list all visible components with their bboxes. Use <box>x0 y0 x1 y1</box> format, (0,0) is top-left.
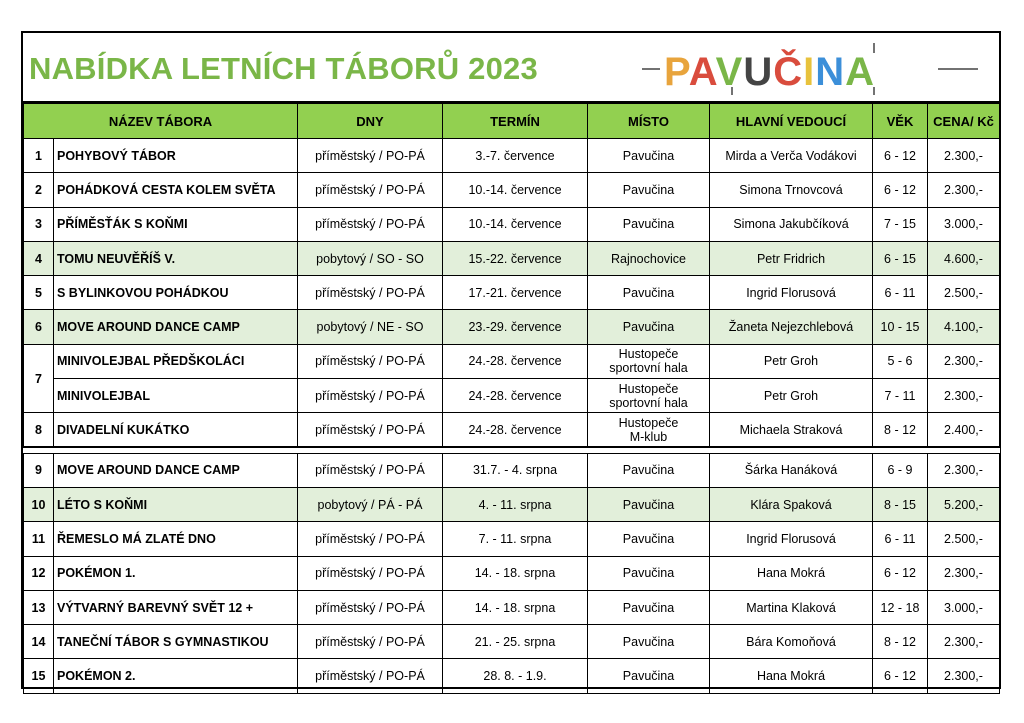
camp-days: příměstský / PO-PÁ <box>298 379 443 413</box>
camp-place: Pavučina <box>588 487 710 521</box>
row-number: 1 <box>24 139 54 173</box>
camp-days: příměstský / PO-PÁ <box>298 625 443 659</box>
camp-term: 28. 8. - 1.9. <box>443 659 588 693</box>
camp-age: 6 - 11 <box>873 522 928 556</box>
camp-term: 24.-28. července <box>443 413 588 447</box>
table-row <box>24 590 1000 624</box>
row-number: 6 <box>24 310 54 344</box>
camp-name: DIVADELNÍ KUKÁTKO <box>54 413 298 447</box>
table-row <box>24 344 1000 378</box>
camp-place: Pavučina <box>588 590 710 624</box>
camp-term: 23.-29. července <box>443 310 588 344</box>
camp-leader: Klára Spaková <box>710 487 873 521</box>
camp-price: 2.300,- <box>928 344 1000 378</box>
camp-leader: Martina Klaková <box>710 590 873 624</box>
camp-name: PŘÍMĚSŤÁK S KOŇMI <box>54 207 298 241</box>
col-price-header: CENA/ Kč <box>928 104 1000 139</box>
table-header-row <box>24 104 1000 139</box>
camp-place: Pavučina <box>588 522 710 556</box>
camp-days: příměstský / PO-PÁ <box>298 173 443 207</box>
camp-price: 2.500,- <box>928 276 1000 310</box>
camp-term: 7. - 11. srpna <box>443 522 588 556</box>
camp-leader: Bára Komoňová <box>710 625 873 659</box>
camp-place: Pavučina <box>588 453 710 487</box>
camp-days: příměstský / PO-PÁ <box>298 659 443 693</box>
camp-days: pobytový / SO - SO <box>298 241 443 275</box>
camp-price: 2.300,- <box>928 556 1000 590</box>
camp-price: 2.300,- <box>928 625 1000 659</box>
row-number: 2 <box>24 173 54 207</box>
place-line-1: Hustopeče <box>618 415 679 430</box>
camp-days: příměstský / PO-PÁ <box>298 276 443 310</box>
camp-term: 24.-28. července <box>443 379 588 413</box>
camp-name: LÉTO S KOŇMI <box>54 487 298 521</box>
camp-name: POKÉMON 1. <box>54 556 298 590</box>
camp-place: Pavučina <box>588 659 710 693</box>
camp-days: pobytový / PÁ - PÁ <box>298 487 443 521</box>
camp-price: 2.300,- <box>928 173 1000 207</box>
row-number: 7 <box>24 344 54 413</box>
row-number: 15 <box>24 659 54 693</box>
camp-days: příměstský / PO-PÁ <box>298 413 443 447</box>
camp-age: 8 - 15 <box>873 487 928 521</box>
camp-place <box>588 344 710 378</box>
camp-place: Pavučina <box>588 207 710 241</box>
camp-leader: Petr Fridrich <box>710 241 873 275</box>
camp-place: Rajnochovice <box>588 241 710 275</box>
camp-price: 2.300,- <box>928 659 1000 693</box>
row-number: 5 <box>24 276 54 310</box>
camp-term: 15.-22. července <box>443 241 588 275</box>
camp-term: 10.-14. července <box>443 207 588 241</box>
camp-leader: Simona Trnovcová <box>710 173 873 207</box>
camp-table <box>23 103 1000 694</box>
camp-leader: Hana Mokrá <box>710 556 873 590</box>
camp-age: 6 - 9 <box>873 453 928 487</box>
camp-leader: Petr Groh <box>710 379 873 413</box>
table-row <box>24 276 1000 310</box>
camp-age: 6 - 15 <box>873 241 928 275</box>
camp-age: 8 - 12 <box>873 625 928 659</box>
camp-age: 12 - 18 <box>873 590 928 624</box>
table-row <box>24 522 1000 556</box>
camp-term: 17.-21. července <box>443 276 588 310</box>
table-row <box>24 453 1000 487</box>
row-number: 14 <box>24 625 54 659</box>
camp-price: 2.300,- <box>928 139 1000 173</box>
camp-offer-sheet <box>21 31 1001 689</box>
camp-name: POHÁDKOVÁ CESTA KOLEM SVĚTA <box>54 173 298 207</box>
camp-leader: Hana Mokrá <box>710 659 873 693</box>
col-term-header: TERMÍN <box>443 104 588 139</box>
row-number: 11 <box>24 522 54 556</box>
table-row <box>24 487 1000 521</box>
col-name-header: NÁZEV TÁBORA <box>24 104 298 139</box>
camp-place: Pavučina <box>588 276 710 310</box>
camp-leader: Ingrid Florusová <box>710 276 873 310</box>
table-row <box>24 556 1000 590</box>
camp-leader: Mirda a Verča Vodákovi <box>710 139 873 173</box>
row-number: 4 <box>24 241 54 275</box>
row-number: 9 <box>24 453 54 487</box>
camp-age: 8 - 12 <box>873 413 928 447</box>
camp-name: MOVE AROUND DANCE CAMP <box>54 310 298 344</box>
camp-leader: Petr Groh <box>710 344 873 378</box>
camp-name: MINIVOLEJBAL PŘEDŠKOLÁCI <box>54 344 298 378</box>
row-number: 12 <box>24 556 54 590</box>
camp-leader: Žaneta Nejezchlebová <box>710 310 873 344</box>
camp-age: 5 - 6 <box>873 344 928 378</box>
camp-days: příměstský / PO-PÁ <box>298 344 443 378</box>
camp-place: Pavučina <box>588 625 710 659</box>
camp-term: 10.-14. července <box>443 173 588 207</box>
col-days-header: DNY <box>298 104 443 139</box>
camp-place <box>588 413 710 447</box>
row-number: 13 <box>24 590 54 624</box>
camp-age: 6 - 12 <box>873 139 928 173</box>
camp-name: POKÉMON 2. <box>54 659 298 693</box>
camp-name: POHYBOVÝ TÁBOR <box>54 139 298 173</box>
camp-place: Pavučina <box>588 556 710 590</box>
camp-term: 31.7. - 4. srpna <box>443 453 588 487</box>
place-line-2: M-klub <box>629 429 668 444</box>
camp-price: 2.300,- <box>928 453 1000 487</box>
table-row <box>24 625 1000 659</box>
table-row <box>24 413 1000 447</box>
row-number: 10 <box>24 487 54 521</box>
col-leader-header: HLAVNÍ VEDOUCÍ <box>710 104 873 139</box>
camp-age: 6 - 12 <box>873 173 928 207</box>
camp-age: 6 - 12 <box>873 556 928 590</box>
camp-term: 3.-7. července <box>443 139 588 173</box>
camp-days: příměstský / PO-PÁ <box>298 556 443 590</box>
camp-term: 21. - 25. srpna <box>443 625 588 659</box>
camp-price: 2.400,- <box>928 413 1000 447</box>
page-title: NABÍDKA LETNÍCH TÁBORŮ 2023 <box>29 51 538 86</box>
sheet-header <box>23 33 999 103</box>
camp-leader: Ingrid Florusová <box>710 522 873 556</box>
camp-price: 3.000,- <box>928 207 1000 241</box>
camp-name: S BYLINKOVOU POHÁDKOU <box>54 276 298 310</box>
camp-days: příměstský / PO-PÁ <box>298 453 443 487</box>
place-line-1: Hustopeče <box>618 381 679 396</box>
camp-days: pobytový / NE - SO <box>298 310 443 344</box>
table-row <box>24 379 1000 413</box>
camp-name: TANEČNÍ TÁBOR S GYMNASTIKOU <box>54 625 298 659</box>
camp-place: Pavučina <box>588 139 710 173</box>
camp-term: 4. - 11. srpna <box>443 487 588 521</box>
camp-days: příměstský / PO-PÁ <box>298 207 443 241</box>
col-age-header: VĚK <box>873 104 928 139</box>
camp-leader: Simona Jakubčíková <box>710 207 873 241</box>
row-number: 3 <box>24 207 54 241</box>
table-row <box>24 659 1000 693</box>
camp-days: příměstský / PO-PÁ <box>298 139 443 173</box>
camp-price: 2.300,- <box>928 379 1000 413</box>
camp-name: TOMU NEUVĚŘÍŠ V. <box>54 241 298 275</box>
camp-name: MINIVOLEJBAL <box>54 379 298 413</box>
camp-price: 5.200,- <box>928 487 1000 521</box>
col-place-header: MÍSTO <box>588 104 710 139</box>
place-line-2: sportovní hala <box>609 361 688 376</box>
camp-days: příměstský / PO-PÁ <box>298 522 443 556</box>
camp-term: 14. - 18. srpna <box>443 590 588 624</box>
table-row <box>24 207 1000 241</box>
place-line-2: sportovní hala <box>609 395 688 410</box>
camp-price: 4.600,- <box>928 241 1000 275</box>
camp-place: Pavučina <box>588 173 710 207</box>
camp-age: 7 - 11 <box>873 379 928 413</box>
camp-term: 24.-28. července <box>443 344 588 378</box>
table-row <box>24 173 1000 207</box>
camp-price: 2.500,- <box>928 522 1000 556</box>
camp-leader: Šárka Hanáková <box>710 453 873 487</box>
table-row <box>24 310 1000 344</box>
camp-term: 14. - 18. srpna <box>443 556 588 590</box>
camp-place <box>588 379 710 413</box>
camp-place: Pavučina <box>588 310 710 344</box>
camp-leader: Michaela Straková <box>710 413 873 447</box>
camp-price: 4.100,- <box>928 310 1000 344</box>
table-row <box>24 139 1000 173</box>
camp-name: VÝTVARNÝ BAREVNÝ SVĚT 12 + <box>54 590 298 624</box>
camp-name: ŘEMESLO MÁ ZLATÉ DNO <box>54 522 298 556</box>
table-row <box>24 241 1000 275</box>
pavucina-logo <box>638 41 998 97</box>
camp-age: 6 - 11 <box>873 276 928 310</box>
svg-text:PAVUČINA: PAVUČINA <box>664 50 876 94</box>
camp-age: 10 - 15 <box>873 310 928 344</box>
camp-name: MOVE AROUND DANCE CAMP <box>54 453 298 487</box>
camp-price: 3.000,- <box>928 590 1000 624</box>
camp-age: 6 - 12 <box>873 659 928 693</box>
camp-age: 7 - 15 <box>873 207 928 241</box>
place-line-1: Hustopeče <box>618 347 679 362</box>
camp-days: příměstský / PO-PÁ <box>298 590 443 624</box>
row-number: 8 <box>24 413 54 447</box>
